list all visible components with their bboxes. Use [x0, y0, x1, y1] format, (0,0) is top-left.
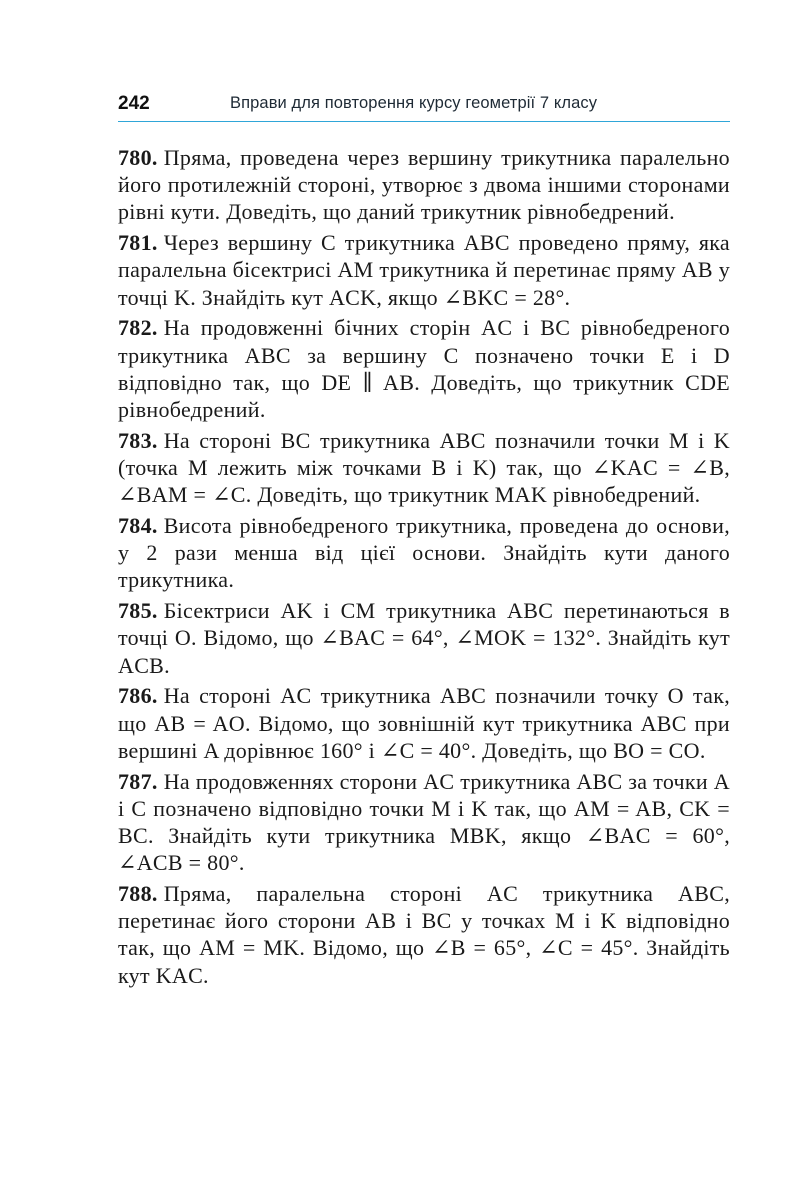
exercise-text: Пряма, проведена через вершину трикутника паралельно його протилежній стороні, утворює з двома іншими сторонами рівні кути. Доведіть, що даний трикутник рівнобедрений. [118, 145, 730, 225]
exercise-text: На стороні BC трикутника ABC позначили точки M і K (точка M лежить між точками B і K) так, що ∠KAC = ∠B, ∠BAM = ∠C. Доведіть, що трикутник MAK рівнобедрений. [118, 427, 730, 508]
exercise-text: Пряма, паралельна стороні AC трикутника ABC, перетинає його сторони AB і BC у точках M і K відповідно так, що AM = MK. Відомо, що ∠B = 65°, ∠C = 45°. Знайдіть кут KAC. [118, 881, 730, 988]
exercise-number: 787. [118, 768, 158, 794]
exercise-text: На продовженнях сторони AC трикутника ABC за точки A і C позначено відповідно точки M і K так, що AM = AB, CK = BC. Знайдіть кути трикутника MBK, якщо ∠BAC = 60°, ∠ACB = 80°. [118, 768, 730, 876]
page-header [118, 91, 730, 123]
page-number: 242 [118, 93, 150, 114]
exercise-number: 784. [118, 513, 158, 539]
exercise-number: 781. [118, 230, 158, 256]
exercise-number: 785. [118, 598, 158, 624]
exercise-text: Висота рівнобедреного трикутника, проведена до основи, у 2 рази менша від цієї основи. Знайдіть кути даного трикутника. [118, 513, 730, 593]
exercise-780 [118, 144, 730, 226]
exercise-text: На стороні AC трикутника ABC позначили точку O так, що AB = AO. Відомо, що зовнішній кут трикутника ABC при вершині A дорівнює 160° і ∠C = 40°. Доведіть, що BO = CO. [118, 683, 730, 763]
exercise-text: Через вершину C трикутника ABC проведено пряму, яка паралельна бісектрисі AM трикутника й перетинає пряму AB у точці K. Знайдіть кут ACK, якщо ∠BKC = 28°. [118, 230, 730, 310]
exercise-784 [118, 512, 730, 594]
exercise-787 [118, 768, 730, 877]
exercise-number: 780. [118, 145, 158, 170]
exercise-text: На продовженні бічних сторін AC і BC рівнобедреного трикутника ABC за вершину C позначено точки E і D відповідно так, що DE ∥ AB. Доведіть, що трикутник CDE рівнобедрений. [118, 315, 730, 423]
exercise-788 [118, 880, 730, 989]
exercise-text: Бісектриси AK і CM трикутника ABC перетинаються в точці O. Відомо, що ∠BAC = 64°, ∠MOK = 132°. Знайдіть кут ACB. [118, 598, 730, 678]
exercise-786 [118, 682, 730, 764]
exercise-list [118, 144, 730, 992]
exercise-number: 782. [118, 315, 158, 341]
exercise-781 [118, 229, 730, 311]
exercise-782 [118, 314, 730, 423]
exercise-number: 786. [118, 683, 158, 709]
header-rule [118, 121, 730, 122]
exercise-number: 788. [118, 881, 158, 907]
exercise-783 [118, 427, 730, 509]
exercise-number: 783. [118, 427, 158, 453]
exercise-785 [118, 597, 730, 679]
running-title: Вправи для повторення курсу геометрії 7 класу [230, 94, 598, 112]
